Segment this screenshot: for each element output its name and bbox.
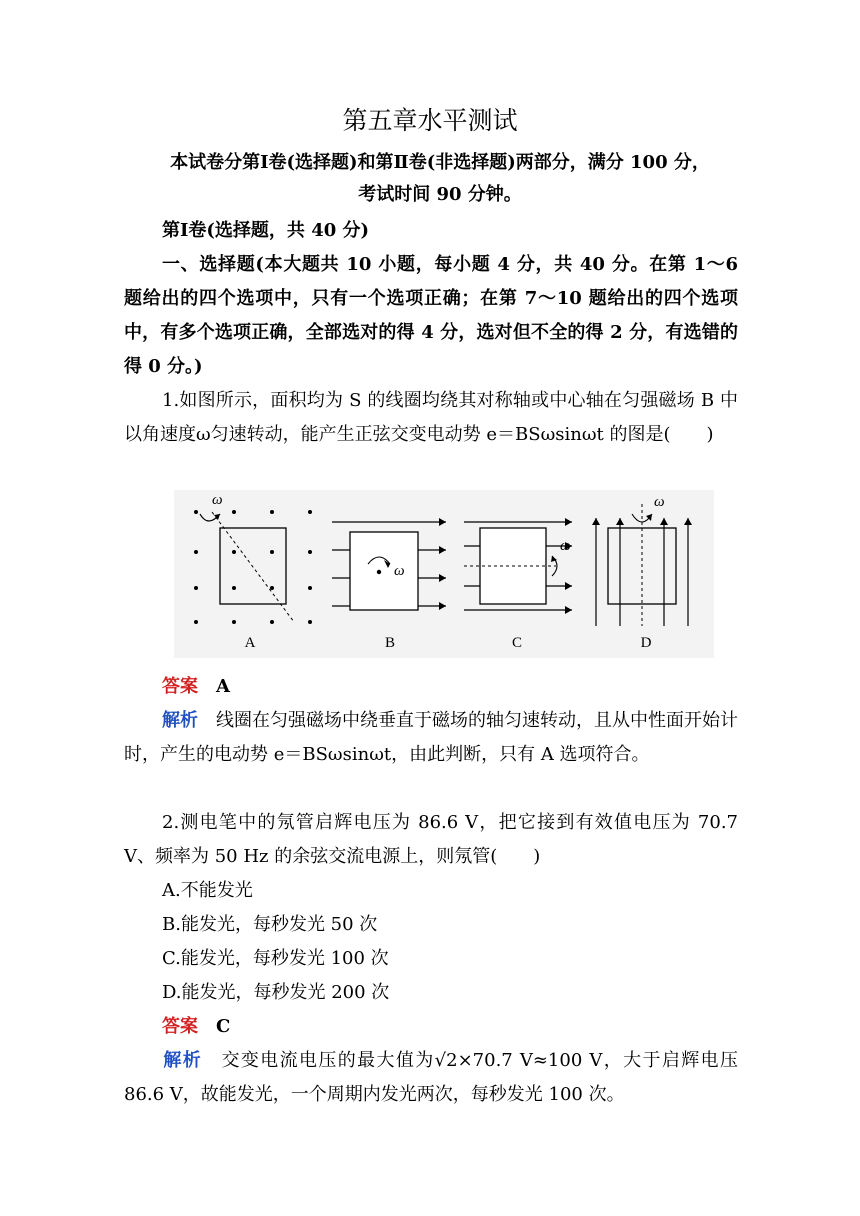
- omega-c: ω: [560, 538, 571, 554]
- analysis-label: 解析: [162, 710, 198, 731]
- question-1-answer: [162, 670, 742, 704]
- page-title: 第五章水平测试: [342, 106, 518, 135]
- answer-value-2: C: [216, 1016, 231, 1037]
- omega-d: ω: [654, 494, 665, 510]
- coil-diagrams: [174, 490, 714, 658]
- question-2-answer: [162, 1010, 742, 1044]
- question-2-option-b: B.能发光，每秒发光 50 次: [162, 914, 378, 935]
- question-2-stem: 2.测电笔中的氖管启辉电压为 86.6 V，把它接到有效值电压为 70.7 V、频率为 50 Hz 的余弦交流电源上，则氖管( ): [124, 812, 738, 867]
- label-d: D: [640, 635, 652, 651]
- answer-label: 答案: [162, 676, 198, 697]
- question-1-stem: 1.如图所示，面积均为 S 的线圈均绕其对称轴或中心轴在匀强磁场 B 中以角速度ω匀速转动，能产生正弦交变电动势 e＝BSωsinωt 的图是( ): [124, 390, 738, 445]
- omega-a: ω: [212, 492, 223, 508]
- question-1-analysis: [124, 704, 738, 772]
- analysis-label-2: 解析: [162, 1050, 203, 1071]
- section-instructions: 一、选择题(本大题共 10 小题，每小题 4 分，共 40 分。在第 1～6 题给出的四个选项中，只有一个选项正确；在第 7～10 题给出的四个选项中，有多个选项正确，全部选对的得 4 分，选对但不全的得 2 分，有选错的得 0 分。): [124, 254, 738, 377]
- question-2-option-c: C.能发光，每秒发光 100 次: [162, 948, 389, 969]
- label-c: C: [511, 635, 523, 651]
- analysis-text: 线圈在匀强磁场中绕垂直于磁场的轴匀速转动，且从中性面开始计时，产生的电动势 e＝BSωsinωt，由此判断，只有 A 选项符合。: [124, 710, 738, 765]
- question-1-figure: [174, 490, 714, 658]
- question-2-analysis: [124, 1044, 738, 1112]
- label-b: B: [384, 635, 396, 651]
- answer-label-2: 答案: [162, 1016, 198, 1037]
- intro-line-2: 考试时间 90 分钟。: [358, 184, 522, 205]
- section-heading: 第Ⅰ卷(选择题，共 40 分): [162, 220, 370, 241]
- label-a: A: [244, 635, 256, 651]
- answer-value: A: [216, 676, 230, 697]
- question-2-option-d: D.能发光，每秒发光 200 次: [162, 982, 390, 1003]
- intro-line-1: 本试卷分第Ⅰ卷(选择题)和第Ⅱ卷(非选择题)两部分，满分 100 分，: [170, 152, 710, 173]
- question-2-option-a: A.不能发光: [162, 880, 253, 901]
- analysis-text-2: 交变电流电压的最大值为√2×70.7 V≈100 V，大于启辉电压 86.6 V，故能发光，一个周期内发光两次，每秒发光 100 次。: [124, 1050, 739, 1105]
- omega-b: ω: [394, 563, 405, 579]
